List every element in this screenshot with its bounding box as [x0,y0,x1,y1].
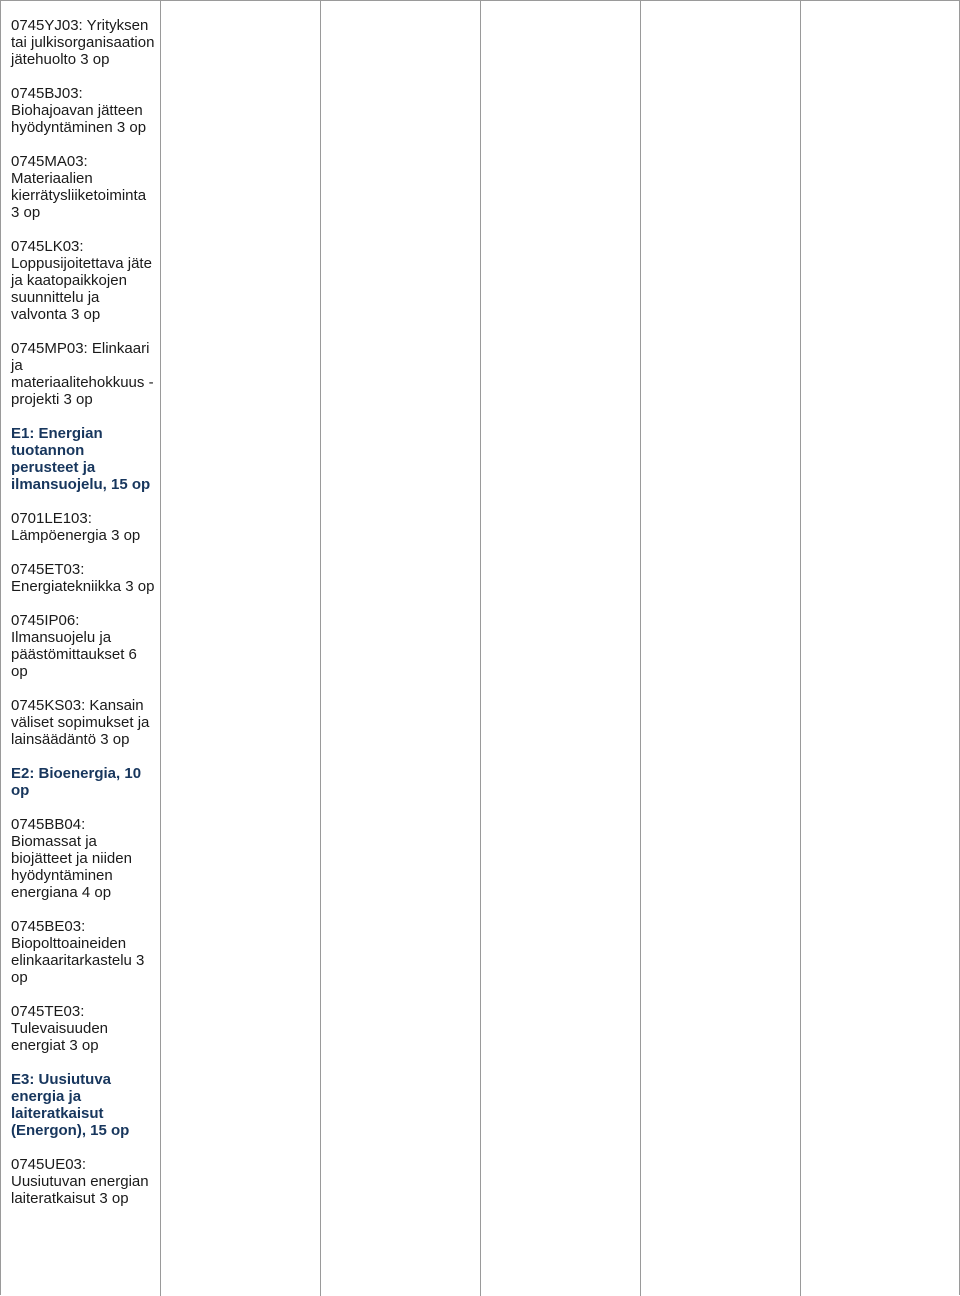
module-heading: E3: Uusiutuva energia ja laiteratkaisut (Energon), 15 op [11,1071,130,1139]
course-entry: 0745IP06: Ilmansuojelu ja päästömittaukset 6 op [11,612,137,680]
module-heading: E2: Bioenergia, 10 op [11,765,142,799]
table-column-courses [1,1,161,1296]
course-entry: 0745MA03: Materiaalien kierrätysliiketoiminta 3 op [11,153,147,221]
course-entry: 0745BJ03: Biohajoavan jätteen hyödyntäminen 3 op [11,85,147,136]
table-column-empty [161,1,321,1296]
table-column-empty [481,1,641,1296]
course-entry: 0701LE103: Lämpöenergia 3 op [11,510,141,544]
course-entry: 0745YJ03: Yrityksen tai julkisorganisaation jätehuolto 3 op [11,17,155,68]
table-column-empty [641,1,801,1296]
course-entry: 0745KS03: Kansain väliset sopimukset ja lainsäädäntö 3 op [11,697,150,748]
course-entry: 0745LK03: Loppusijoitettava jäte ja kaatopaikkojen suunnittelu ja valvonta 3 op [11,238,152,323]
module-heading: E1: Energian tuotannon perusteet ja ilmansuojelu, 15 op [11,425,151,493]
course-list [11,17,155,1224]
table-column-empty [801,1,960,1296]
course-entry: 0745UE03: Uusiutuvan energian laiteratkaisut 3 op [11,1156,149,1207]
course-entry: 0745TE03: Tulevaisuuden energiat 3 op [11,1003,109,1054]
course-entry: 0745ET03: Energiatekniikka 3 op [11,561,155,595]
course-entry: 0745BB04: Biomassat ja biojätteet ja niiden hyödyntäminen energiana 4 op [11,816,132,901]
course-entry: 0745BE03: Biopolttoaineiden elinkaaritarkastelu 3 op [11,918,145,986]
table-column-empty [321,1,481,1296]
course-entry: 0745MP03: Elinkaari ja materiaalitehokkuus -projekti 3 op [11,340,154,408]
